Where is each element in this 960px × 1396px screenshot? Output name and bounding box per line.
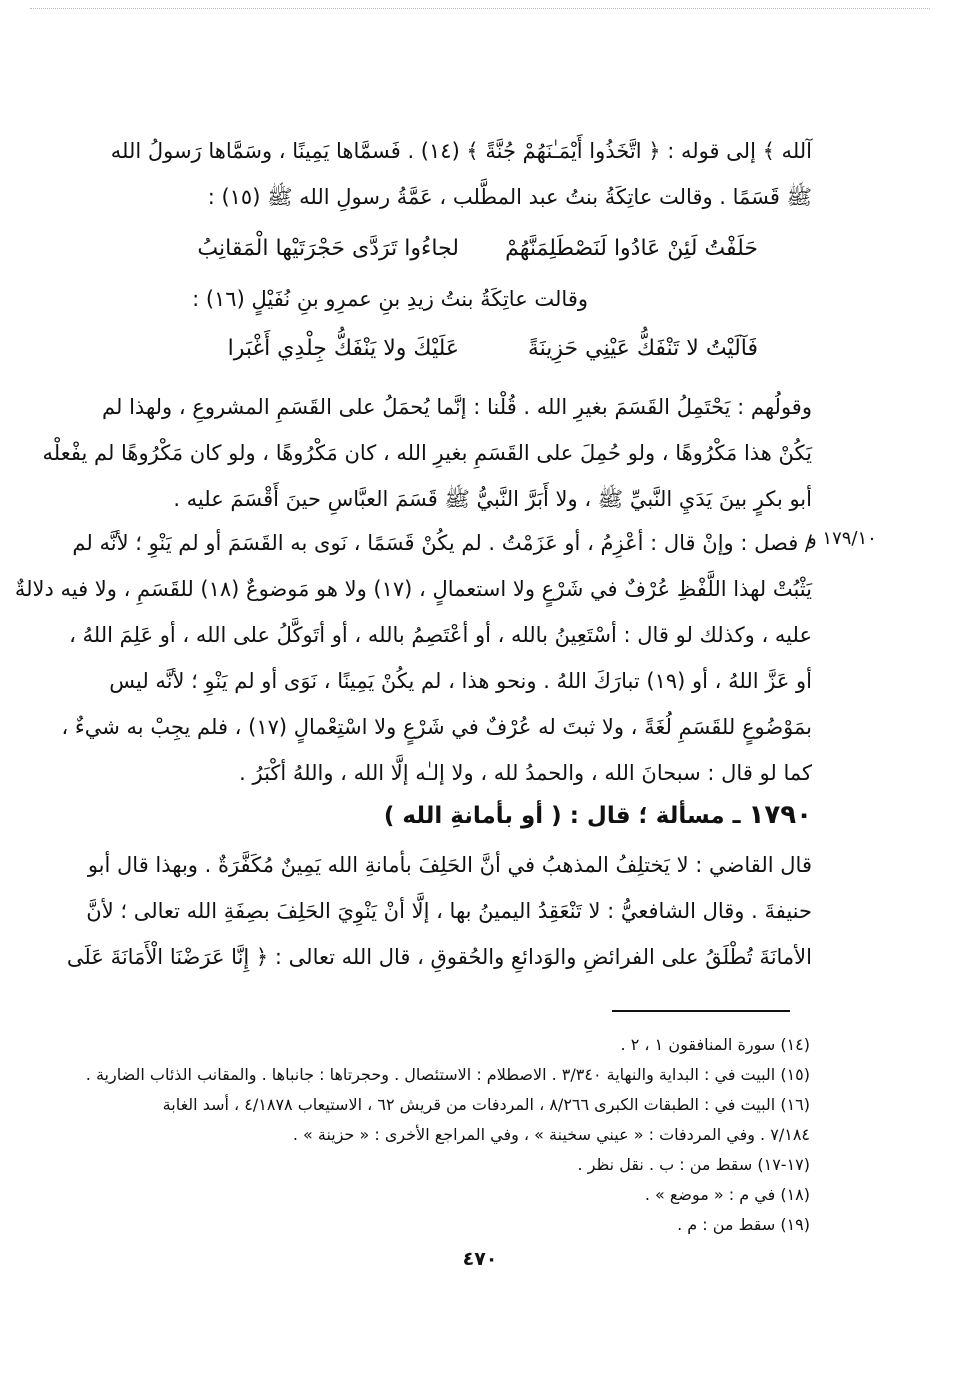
text-line: آلله ﴾ إلى قوله : ﴿ اتَّخَذُوا أَيْمَـٰنَهُمْ جُنَّةً ﴾ (١٤) . فَسمَّاها يَمِينًا ، وسَمَّاها رَسولُ الله: [110, 139, 812, 163]
text-line: ﷺ قَسَمًا . وقالت عاتِكَةُ بنتُ عبد المطَّلب ، عَمَّةُ رسولِ الله ﷺ (١٥) :: [207, 185, 812, 209]
footnote: (١٩) سقط من : م .: [677, 1215, 810, 1234]
body-middle: [42, 384, 812, 522]
footnote-separator: [612, 1010, 790, 1012]
page-number: ٤٧٠: [462, 1248, 498, 1270]
verse-hemistich-left: لجاءُوا تَرَدَّى حَجْرَتَيْها الْمَقانِبُ: [197, 236, 459, 261]
text-line: يَكُنْ هذا مَكْرُوهًا ، ولو حُمِلَ على القَسَمِ بغيرِ الله ، كان مَكْرُوهًا ، ولو كان مَكْرُوهًا لم يفْعلْه: [42, 441, 812, 465]
masala-number: ١٧٩٠: [748, 800, 812, 830]
text-line: / فصل : وإنْ قال : أعْزِمُ ، أو عَزَمْتُ . لم يكُنْ قَسَمًا ، نَوى به القَسَمَ أو لم يَنْوِ ؛ لأنَّه لم: [72, 531, 812, 555]
body-bottom: [66, 842, 812, 980]
footnote: (١٨) في م : « موضع » .: [644, 1185, 810, 1204]
fasl-section: [14, 520, 812, 796]
footnote: (١٤) سورة المنافقون ١ ، ٢ .: [620, 1035, 810, 1054]
scan-edge-marks: [30, 8, 930, 21]
text-line: وقولُهم : يَحْتَمِلُ القَسَمَ بغيرِ الله . قُلْنا : إنَّما يُحمَلُ على القَسَمِ المشروعِ ، ولهذا لم: [102, 395, 812, 419]
text-line: كما لو قال : سبحانَ الله ، والحمدُ لله ، ولا إلـٰه إلَّا الله ، واللهُ أكْبَرُ .: [239, 761, 812, 785]
text-line: أبو بكرٍ بينَ يَدَيِ النَّبيِّ ﷺ ، ولا أَبَرَّ النَّبيُّ ﷺ قَسَمَ العبَّاسِ حينَ أَقْسَمَ عليه .: [173, 487, 812, 511]
verse-line-1: [169, 226, 758, 272]
footnote: (١٧-١٧) سقط من : ب . نقل نظر .: [577, 1155, 810, 1174]
verse-intro: وقالت عاتِكَةُ بنتُ زيدِ بنِ عمرِو بنِ نُفَيْلٍ (١٦) :: [192, 287, 588, 311]
footnotes: [85, 1030, 810, 1240]
verse-hemistich-left: عَلَيْكَ ولا يَنْفَكُّ جِلْدِي أَغْبَرا: [227, 336, 459, 361]
verse-line-2: [169, 326, 758, 372]
body-top: [110, 128, 812, 220]
footnote: ٧/١٨٤ . وفي المردفات : « عيني سخينة » ، وفي المراجع الأخرى : « حزينة » .: [292, 1125, 810, 1144]
text-line: أو عَزَّ اللهُ ، أو (١٩) تبارَكَ اللهُ . ونحو هذا ، لم يكُنْ يَمِينًا ، نَوَى أو لم يَنْوِ ؛ لأنَّه ليس: [109, 669, 812, 693]
verse-hemistich-right: فَآلَيْتُ لا تَنْفَكُّ عَيْنِي حَزِينَةً: [527, 336, 758, 361]
masala-title: ـ مسألة ؛ قال : ( أو بأمانةِ الله ): [383, 803, 741, 829]
footnote: (١٥) البيت في : البداية والنهاية ٣/٣٤٠ . الاصطلام : الاستئصال . وحجرتاها : جانباها . والمقانب الذئاب الضارية .: [85, 1065, 810, 1084]
text-line: قال القاضي : لا يَختلِفُ المذهبُ في أنَّ الحَلِفَ بأمانةِ الله يَمِينٌ مُكَفَّرَةٌ . وبهذا قال أبو: [87, 853, 812, 877]
text-line: بمَوْضُوعٍ للقَسَمِ لُغَةً ، ولا ثبتَ له عُرْفٌ في شَرْعٍ ولا اسْتِعْمالٍ (١٧) ، فلم يجِبْ به شيءٌ ،: [61, 715, 812, 739]
margin-folio-note: ١٧٩/١٠ و: [808, 528, 877, 549]
footnote: (١٦) البيت في : الطبقات الكبرى ٨/٢٦٦ ، المردفات من قريش ٦٢ ، الاستيعاب ٤/١٨٧٨ ، أسد الغابة: [162, 1095, 810, 1114]
text-line: عليه ، وكذلك لو قال : أسْتَعِينُ بالله ، أو أعْتَصِمُ بالله ، أو أتَوكَّلُ على الله ، أو عَلِمَ اللهُ ،: [69, 623, 812, 647]
text-line: يَثْبُتْ لهذا اللَّفْظِ عُرْفٌ في شَرْعٍ ولا استعمالٍ ، (١٧) ولا هو مَوضوعٌ (١٨) للقَسَمِ ، ولا فيه دلالةٌ: [14, 577, 812, 601]
masala-heading: [384, 800, 812, 830]
text-line: حنيفةَ . وقال الشافعيُّ : لا تَنْعَقِدُ اليمينُ بها ، إلَّا أنْ يَنْوِيَ الحَلِفَ بصِفَةِ الله تعالى ؛ لأنَّ: [86, 899, 812, 923]
verse-hemistich-right: حَلَفْتُ لَئِنْ عَادُوا لَنَصْطَلِمَنَّهُمْ: [505, 236, 758, 261]
text-line: الأمانَةَ تُطْلَقُ على الفرائضِ والوَدائعِ والحُقوقِ ، قال الله تعالى : ﴿ إِنَّا عَرَضْنَا الْأَمَانَةَ عَلَى: [66, 945, 812, 969]
